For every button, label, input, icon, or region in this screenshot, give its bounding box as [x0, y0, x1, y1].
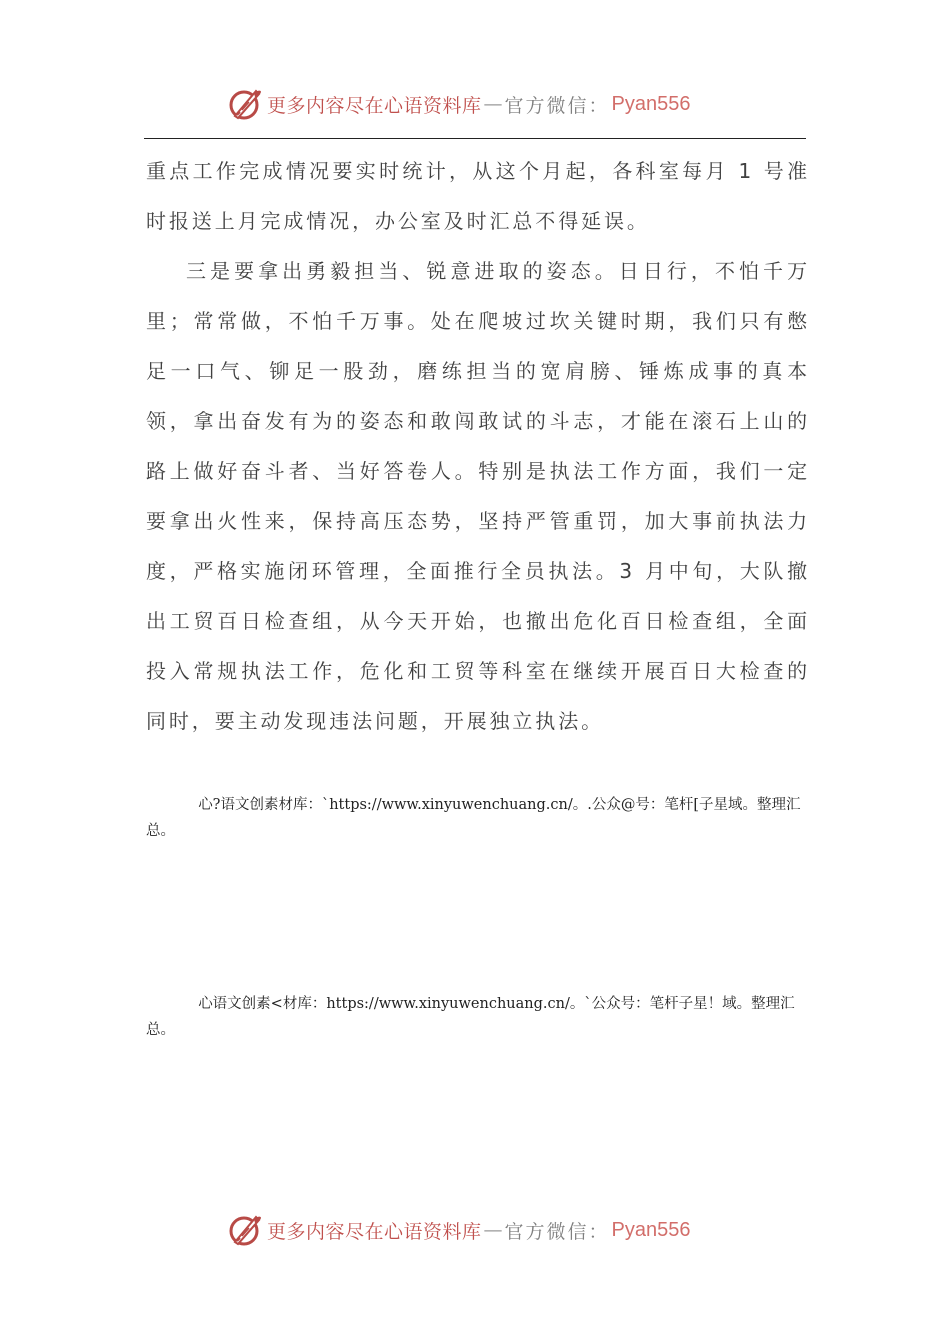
quill-logo-icon	[227, 1212, 263, 1248]
footer-wechat-id: Pyan556	[611, 1218, 691, 1241]
header-banner-content	[227, 82, 691, 126]
header-wechat-id: Pyan556	[611, 92, 691, 115]
source-note: 心语文创素<材库：https://www.xinyuwenchuang.cn/。`公众号：笔杆子星！域。整理汇总。	[146, 996, 795, 1038]
header-divider	[144, 138, 806, 139]
header-banner-text: 更多内容尽在心语资料库	[267, 94, 482, 117]
footer-wechat-label: 官方微信：	[504, 1220, 610, 1243]
header-wechat-label: 官方微信：	[504, 94, 610, 117]
footer-banner	[0, 1208, 950, 1252]
body-paragraph: 重点工作完成情况要实时统计，从这个月起，各科室每月 1 号准时报送上月完成情况，办公室及时汇总不得延误。	[146, 159, 810, 233]
document-body	[146, 146, 810, 746]
footer-banner-dash: —	[483, 1219, 503, 1241]
footer-banner-text: 更多内容尽在心语资料库	[267, 1220, 482, 1243]
quill-logo-icon	[227, 86, 263, 122]
source-note: 心?语文创素材库：`https://www.xinyuwenchuang.cn/。.公众@号：笔杆[子星域。整理汇总。	[146, 797, 801, 839]
body-paragraph: 三是要拿出勇毅担当、锐意进取的姿态。日日行，不怕千万里；常常做，不怕千万事。处在爬坡过坎关键时期，我们只有憋足一口气、铆足一股劲，磨练担当的宽肩膀、锤炼成事的真本领，拿出奋发有为的姿态和敢闯敢试的斗志，才能在滚石上山的路上做好奋斗者、当好答卷人。特别是执法工作方面，我们一定要拿出火性来，保持高压态势，坚持严管重罚，加大事前执法力度，严格实施闭环管理，全面推行全员执法。3 月中旬，大队撤出工贸百日检查组，从今天开始，也撤出危化百日检查组，全面投入常规执法工作，危化和工贸等科室在继续开展百日大检查的同时，要主动发现违法问题，开展独立执法。	[146, 259, 810, 733]
header-banner-dash: —	[483, 93, 503, 115]
header-banner	[0, 82, 950, 126]
footer-banner-content	[227, 1208, 691, 1252]
